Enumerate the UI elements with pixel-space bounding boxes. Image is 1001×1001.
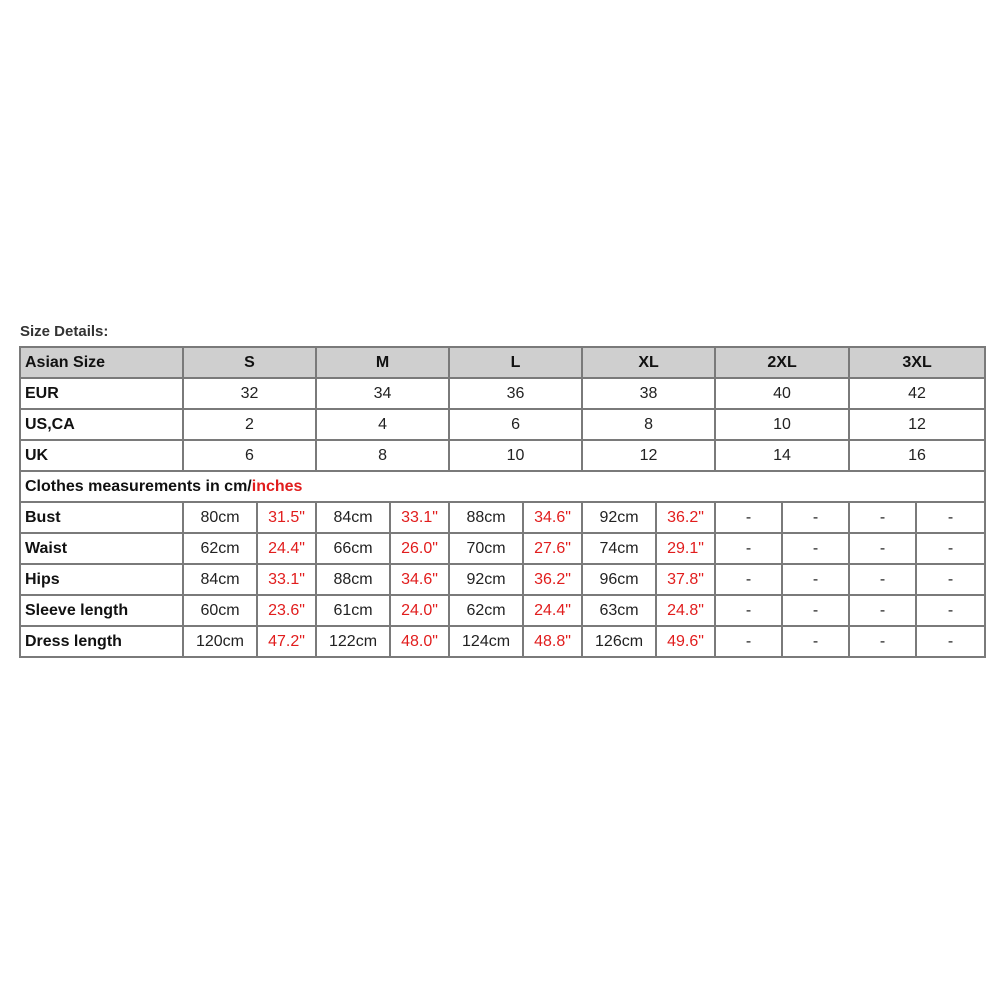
inch-cell: 29.1" [656,533,715,564]
inch-cell: 37.8" [656,564,715,595]
inch-cell: 48.0" [390,626,449,657]
row-label: EUR [20,378,183,409]
table-cell: - [782,533,849,564]
measurement-row [20,626,985,657]
table-cell: 88cm [316,564,390,595]
size-header-cell: M [316,347,449,378]
table-cell: 14 [715,440,849,471]
section-inches: inches [251,477,303,495]
table-cell: 70cm [449,533,523,564]
size-header-cell: 3XL [849,347,985,378]
table-cell: 40 [715,378,849,409]
table-cell: 6 [449,409,582,440]
measurement-row [20,595,985,626]
size-table [19,346,986,658]
table-cell: 66cm [316,533,390,564]
table-cell: 12 [849,409,985,440]
page-title: Size Details: [20,323,109,340]
section-heading [20,471,985,502]
table-cell: - [916,564,985,595]
table-cell: 92cm [582,502,656,533]
inch-cell: 24.8" [656,595,715,626]
inch-cell: 31.5" [257,502,316,533]
inch-cell: 24.0" [390,595,449,626]
measurement-row [20,564,985,595]
inch-cell: 34.6" [390,564,449,595]
inch-cell: 27.6" [523,533,582,564]
table-cell: 84cm [316,502,390,533]
table-cell: - [782,564,849,595]
table-cell: - [715,533,782,564]
table-cell: 8 [316,440,449,471]
table-cell: - [715,595,782,626]
inch-cell: 36.2" [523,564,582,595]
table-cell: 96cm [582,564,656,595]
size-header-cell: S [183,347,316,378]
table-cell: 120cm [183,626,257,657]
size-header-cell: 2XL [715,347,849,378]
inch-cell: 47.2" [257,626,316,657]
row-label: Sleeve length [20,595,183,626]
table-cell: 42 [849,378,985,409]
table-cell: 62cm [449,595,523,626]
table-cell: - [782,626,849,657]
inch-cell: 33.1" [390,502,449,533]
inch-cell: 33.1" [257,564,316,595]
header-label: Asian Size [20,347,183,378]
row-label: UK [20,440,183,471]
table-cell: - [849,533,916,564]
table-cell: 32 [183,378,316,409]
inch-cell: 23.6" [257,595,316,626]
size-header-cell: XL [582,347,715,378]
measurement-row [20,502,985,533]
table-cell: 60cm [183,595,257,626]
header-row [20,347,985,378]
table-cell: - [916,533,985,564]
conversion-row [20,440,985,471]
table-cell: 84cm [183,564,257,595]
table-cell: 36 [449,378,582,409]
row-label: US,CA [20,409,183,440]
table-cell: - [849,564,916,595]
row-label: Waist [20,533,183,564]
table-cell: - [849,595,916,626]
row-label: Bust [20,502,183,533]
table-cell: 4 [316,409,449,440]
table-cell: 10 [449,440,582,471]
measurement-row [20,533,985,564]
table-cell: 61cm [316,595,390,626]
table-cell: 74cm [582,533,656,564]
section-prefix: Clothes measurements in cm/ [25,477,252,495]
inch-cell: 36.2" [656,502,715,533]
table-cell: 16 [849,440,985,471]
table-cell: 92cm [449,564,523,595]
table-cell: - [782,595,849,626]
table-cell: - [916,595,985,626]
table-cell: 8 [582,409,715,440]
table-cell: - [916,626,985,657]
inch-cell: 26.0" [390,533,449,564]
table-cell: 6 [183,440,316,471]
table-cell: - [715,626,782,657]
size-header-cell: L [449,347,582,378]
table-cell: - [849,626,916,657]
table-cell: - [916,502,985,533]
table-cell: 34 [316,378,449,409]
table-cell: - [849,502,916,533]
inch-cell: 24.4" [257,533,316,564]
section-row [20,471,985,502]
inch-cell: 34.6" [523,502,582,533]
table-cell: 63cm [582,595,656,626]
table-cell: 124cm [449,626,523,657]
row-label: Hips [20,564,183,595]
inch-cell: 49.6" [656,626,715,657]
table-cell: - [715,502,782,533]
conversion-row [20,409,985,440]
table-cell: - [782,502,849,533]
conversion-row [20,378,985,409]
table-cell: 38 [582,378,715,409]
inch-cell: 48.8" [523,626,582,657]
table-cell: 88cm [449,502,523,533]
table-cell: 126cm [582,626,656,657]
table-cell: - [715,564,782,595]
table-cell: 80cm [183,502,257,533]
table-cell: 12 [582,440,715,471]
table-cell: 2 [183,409,316,440]
table-cell: 122cm [316,626,390,657]
row-label: Dress length [20,626,183,657]
table-cell: 10 [715,409,849,440]
inch-cell: 24.4" [523,595,582,626]
table-cell: 62cm [183,533,257,564]
